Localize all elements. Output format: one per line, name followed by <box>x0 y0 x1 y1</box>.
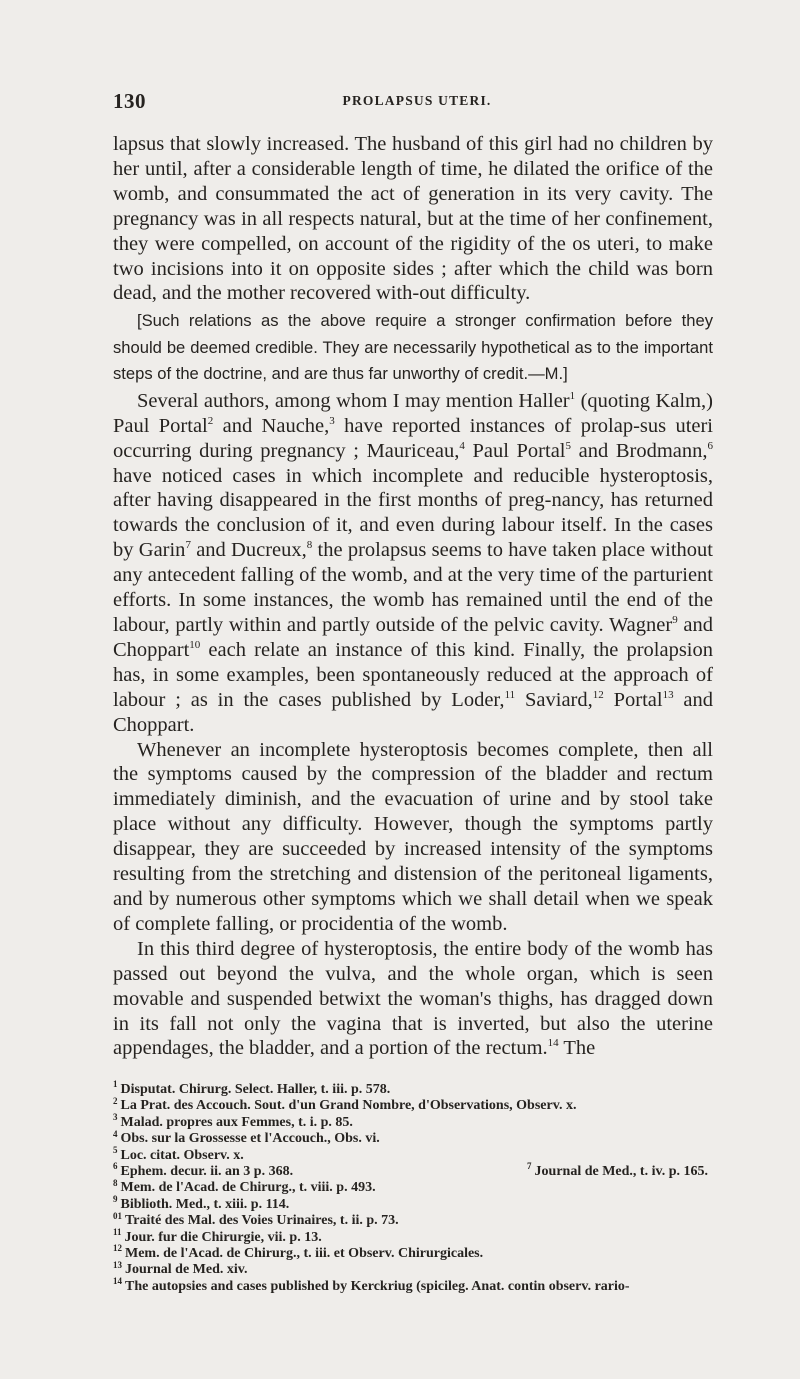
footnote-marker: 11 <box>504 688 516 701</box>
footnote-number: 7 <box>527 1161 532 1172</box>
text-run: and Brodmann, <box>571 439 708 462</box>
paragraph <box>113 132 713 306</box>
footnote <box>113 1259 713 1278</box>
text-run: and Ducreux, <box>190 539 307 562</box>
footnote-text: Disputat. Chirurg. Select. Haller, t. iii. p. 578. <box>120 1082 391 1097</box>
text-run: (quoting Kalm,) Paul Portal <box>113 389 713 437</box>
text-run: each relate an instance of this kind. Finally, the prolapsion has, in some examples, been spontaneously reduced at the approach of labour ; as in the cases published by Loder, <box>113 638 713 711</box>
text-run: Saviard, <box>515 688 593 711</box>
editor-note <box>113 308 713 388</box>
footnote <box>113 1177 713 1196</box>
footnote-marker: 13 <box>662 688 674 701</box>
footnote-text: Mem. de l'Acad. de Chirurg., t. viii. p. 493. <box>120 1180 376 1196</box>
footnote-marker: 10 <box>189 639 201 652</box>
footnote-marker: 14 <box>547 1037 559 1050</box>
footnote-number: 14 <box>113 1276 122 1287</box>
footnote <box>113 1194 713 1213</box>
text-run: Portal <box>603 688 663 711</box>
footnote-marker: 8 <box>306 539 313 552</box>
text-run: The <box>558 1037 596 1060</box>
footnote-number: 3 <box>113 1112 118 1123</box>
footnote-text: Mem. de l'Acad. de Chirurg., t. iii. et Observ. Chirurgicales. <box>125 1246 484 1262</box>
footnote <box>113 1243 713 1262</box>
running-head: PROLAPSUS UTERI. <box>342 93 492 108</box>
footnote-text: Traité des Mal. des Voies Urinaires, t. ii. p. 73. <box>125 1213 399 1229</box>
footnote-text: Biblioth. Med., t. xiii. p. 114. <box>120 1196 290 1212</box>
footnote-marker: 7 <box>185 539 191 552</box>
text-run: and Choppart <box>113 614 713 661</box>
footnote-text: Jour. fur die Chirurgie, vii. p. 13. <box>124 1229 322 1245</box>
footnote-number: 5 <box>113 1144 118 1155</box>
body-text <box>113 132 713 1061</box>
footnote-text: La Prat. des Accouch. Sout. d'un Grand Nombre, d'Observations, Observ. x. <box>120 1098 577 1114</box>
footnote-number: 13 <box>113 1259 122 1270</box>
text-run: have reported instances of prolap-sus uteri occurring during pregnancy ; Mauriceau, <box>113 414 714 462</box>
footnote-text: Loc. citat. Observ. x. <box>120 1147 244 1163</box>
footnote-number: 8 <box>113 1177 118 1188</box>
footnote-number: 4 <box>113 1128 118 1139</box>
footnote <box>113 1079 713 1098</box>
footnote-marker: 9 <box>672 614 678 627</box>
footnote <box>113 1095 713 1114</box>
footnote-marker: 1 <box>569 390 576 403</box>
footnote-text: Journal de Med. xiv. <box>125 1262 248 1278</box>
text-run: lapsus that slowly increased. The husband of this girl had no children by her until, after a considerable length of time, he dilated the orifice of the womb, and consummated the act of generation in its very cavity. The pregnancy was in all respects natural, but at the time of her confinement, they were compelled, on account of the rigidity of the os uteri, to make two incisions into it on opposite sides ; after which the child was born dead, and the mother recovered with-out difficulty. <box>113 133 713 305</box>
footnote-text: Ephem. decur. ii. an 3 p. 368. <box>120 1164 294 1180</box>
text-run: Paul Portal <box>464 439 566 462</box>
footnote-number: 6 <box>113 1161 118 1172</box>
text-run: Whenever an incomplete hysteroptosis becomes complete, then all the symptoms caused by the compression of the bladder and rectum immediately diminish, and the evacuation of urine and by stool take place without any difficulty. However, though the symptoms partly disappear, they are succeeded by increased intensity of the symptoms resulting from the stretching and distension of the peritoneal ligaments, and by numerous other symptoms which we shall detail when we speak of complete falling, or procidentia of the womb. <box>113 738 713 935</box>
footnote <box>113 1112 713 1131</box>
footnotes <box>113 1079 713 1295</box>
footnote <box>113 1210 713 1229</box>
footnote-text: Obs. sur la Grossesse et l'Accouch., Obs. vi. <box>120 1131 380 1147</box>
footnote-number: 01 <box>113 1210 122 1221</box>
text-run: the prolapsus seems to have taken place without any antecedent falling of the womb, and at the very time of the parturient efforts. In some instances, the womb has remained until the end of the labour, partly within and partly outside of the pelvic cavity. Wagner <box>113 539 713 636</box>
text-run: and Nauche, <box>213 414 330 437</box>
paragraph <box>113 937 713 1062</box>
footnote-marker: 3 <box>329 414 335 427</box>
footnote-marker: 12 <box>592 688 604 701</box>
footnote-marker: 5 <box>565 439 571 452</box>
footnote-number: 2 <box>113 1095 118 1106</box>
footnote <box>113 1227 713 1246</box>
page-number: 130 <box>113 89 146 113</box>
footnote-number: 11 <box>113 1227 122 1237</box>
footnote <box>113 1161 294 1180</box>
footnote <box>113 1144 713 1164</box>
footnote-number: 1 <box>113 1079 118 1090</box>
footnote <box>113 1276 713 1295</box>
paragraph <box>113 738 713 937</box>
paragraph <box>113 389 713 738</box>
footnote-number: 12 <box>113 1243 122 1254</box>
footnote-text: The autopsies and cases published by Kerckriug (spicileg. Anat. contin observ. rario- <box>125 1278 630 1294</box>
footnote-marker: 2 <box>207 414 214 427</box>
footnote-text: Journal de Med., t. iv. p. 165. <box>534 1164 708 1180</box>
footnote-row <box>113 1161 713 1180</box>
footnote <box>113 1128 713 1147</box>
text-run: In this third degree of hysteroptosis, the entire body of the womb has passed out beyond the vulva, and the whole organ, which is seen movable and suspended betwixt the woman's thighs, has dragged down in its fall not only the vagina that is inverted, but also the uterine appendages, the bladder, and a portion of the rectum. <box>113 937 713 1060</box>
footnote <box>527 1161 708 1180</box>
footnote-text: Malad. propres aux Femmes, t. i. p. 85. <box>120 1114 353 1130</box>
page-header <box>113 89 713 111</box>
text-run: Several authors, among whom I may mention Haller <box>137 389 570 412</box>
footnote-marker: 6 <box>707 439 713 452</box>
text-run: have noticed cases in which incomplete and reducible hysteroptosis, after having disappeared in the first months of preg-nancy, has returned towards the conclusion of it, and even during labour itself. In the cases by Garin <box>113 464 713 562</box>
footnote-marker: 4 <box>459 439 465 452</box>
text-run: and Choppart. <box>113 688 713 736</box>
footnote-number: 9 <box>113 1194 118 1205</box>
text-run: [Such relations as the above require a stronger confirmation before they should be deemed credible. They are necessarily hypothetical as to the important steps of the doctrine, and are thus far unworthy of credit.—M.] <box>113 311 713 384</box>
